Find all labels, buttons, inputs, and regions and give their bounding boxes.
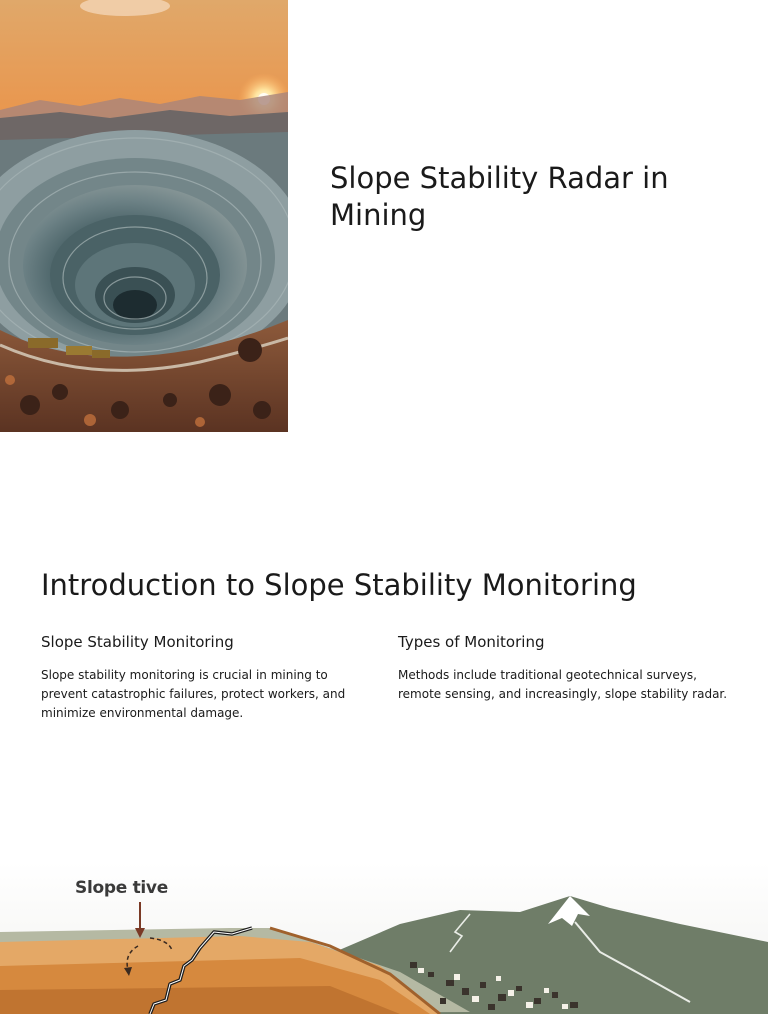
mine-photo-icon — [0, 0, 288, 432]
landslide-illustration — [0, 862, 768, 1014]
slide-title: Slope Stability Radar in Mining — [330, 161, 669, 232]
card-body: Slope stability monitoring is crucial in mining to prevent catastrophic failures, protect workers, and minimize environmental damage. — [41, 668, 346, 720]
card-heading: Slope Stability Monitoring — [41, 633, 234, 651]
info-card-types — [398, 632, 728, 704]
info-card-slope-stability — [41, 632, 371, 723]
section-title: Introduction to Slope Stability Monitoring — [41, 568, 637, 602]
card-body: Methods include traditional geotechnical surveys, remote sensing, and increasingly, slope stability radar. — [398, 668, 728, 701]
illustration-label: Slope tive — [75, 878, 168, 898]
card-heading: Types of Monitoring — [398, 633, 545, 651]
open-pit-mine-image — [0, 0, 288, 432]
